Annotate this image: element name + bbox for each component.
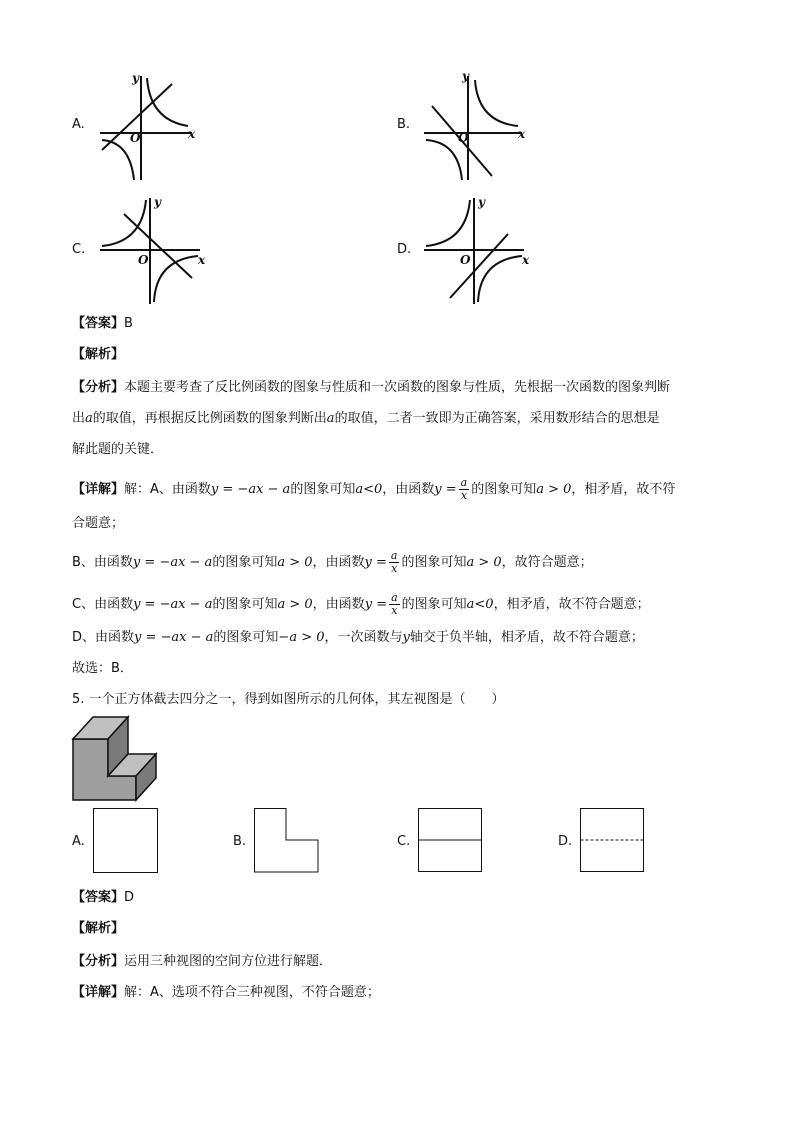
origin-label: O [130,131,141,145]
graph-a [92,70,202,182]
xiangjie-line-a: 【详解】解：A、由函数y = −ax − a的图象可知a<0，由函数y = $\frac{a}{x}$ 的图象可知a > 0，相矛盾，故不符 [72,476,676,502]
origin-label: O [458,131,469,145]
x-label: x [518,127,526,141]
origin-label: O [138,253,149,267]
graph-d [420,194,532,306]
answer-tag: 【答案】 [72,316,125,331]
xiangjie-line-a2: 合题意； [72,516,125,531]
q5-option-c-label: C. [397,834,411,849]
q5-option-a-label: A. [72,834,85,849]
answer-line-2: 【答案】D [72,890,135,905]
fenxi-line-1: 【分析】本题主要考查了反比例函数的图象与性质和一次函数的图象与性质，先根据一次函数的图象判断 [72,380,671,395]
q5-option-b-l-shape [254,808,320,874]
origin-label: O [460,253,471,267]
option-b-label: B. [397,117,411,132]
conclusion-line: 故选：B． [72,661,133,676]
hyperbola-branch-upper [102,200,146,246]
graph-c [94,194,210,306]
x-label: x [188,127,196,141]
xiangjie-line-d: D、由函数y = −ax − a的图象可知−a > 0，一次函数与y轴交于负半轴，相矛盾，故不符合题意； [72,630,644,645]
hyperbola-branch-lower [478,256,522,302]
hyperbola-branch-upper [426,200,470,246]
fenxi-line-q5: 【分析】运用三种视图的空间方位进行解题． [72,954,333,969]
hyperbola-branch-lower [426,140,462,180]
y-label: y [154,195,161,209]
q5-option-a-square [93,808,158,873]
analysis-tag-1: 【解析】 [72,347,125,362]
option-d-label: D. [397,242,412,257]
q5-option-d-square-dashed-line [580,808,646,874]
y-label: y [462,69,469,83]
y-label: y [132,71,139,85]
option-a-label: A. [72,117,85,132]
cube-solid-figure [72,716,164,802]
option-c-label: C. [72,242,86,257]
graph-b [418,70,528,182]
x-label: x [522,253,530,267]
q5-option-c-square-solid-line [418,808,484,874]
answer-value: B [124,316,133,331]
analysis-tag-2: 【解析】 [72,921,125,936]
xiangjie-line-c: C、由函数y = −ax − a的图象可知a > 0，由函数y = $\frac{a}{x}$ 的图象可知a<0，相矛盾，故不符合题意； [72,591,650,617]
line-graph [124,214,192,278]
y-label: y [478,195,485,209]
fenxi-line-2: 出a的取值，再根据反比例函数的图象判断出a的取值，二者一致即为正确答案，采用数形结合的思想是 [72,411,660,426]
xiangjie-line-q5: 【详解】解：A、选项不符合三种视图，不符合题意； [72,985,380,1000]
q5-option-d-label: D. [558,834,573,849]
x-label: x [198,253,206,267]
hyperbola-branch-upper [475,80,518,126]
answer-line-1 [72,314,133,334]
xiangjie-line-b: B、由函数y = −ax − a的图象可知a > 0，由函数y = $\frac{a}{x}$ 的图象可知a > 0，故符合题意； [72,549,593,575]
fenxi-line-3: 解此题的关键． [72,442,164,457]
q5-option-b-label: B. [233,834,247,849]
question-5-text: 5. 一个正方体截去四分之一，得到如图所示的几何体，其左视图是（ ） [72,692,505,707]
